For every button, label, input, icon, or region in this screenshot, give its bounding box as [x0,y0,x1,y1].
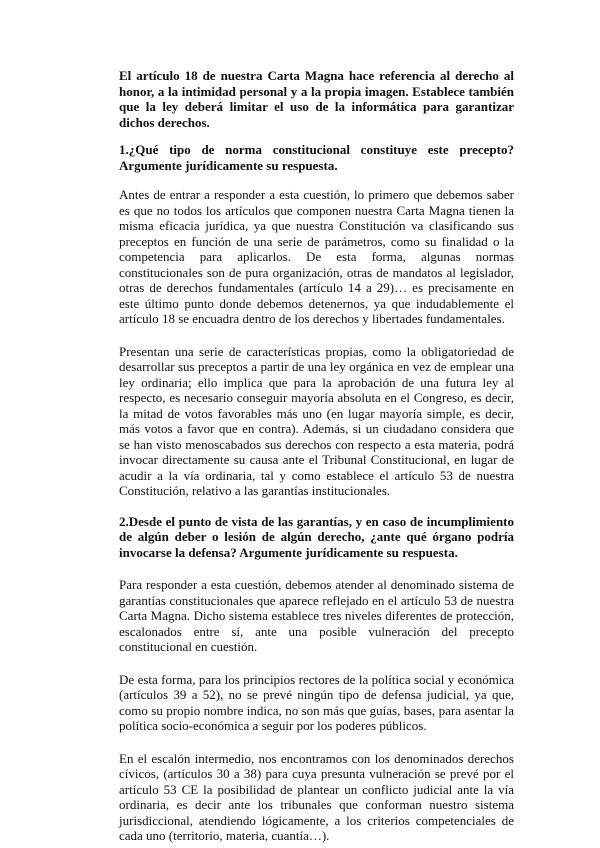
answer-2-paragraph-2: De esta forma, para los principios rectores de la política social y económica (artículos 39 a 52), no se prevé ningún tipo de defensa judicial, ya que, como su propio nombre indica, no son más que guías, bases, para asentar la política socio-económica a seguir por los poderes públicos. [119,671,514,733]
answer-1-paragraph-1: Antes de entrar a responder a esta cuestión, lo primero que debemos saber es que no todos los artículos que componen nuestra Carta Magna tienen la misma eficacia jurídica, ya que nuestra Constitución va clasificando sus preceptos en función de una serie de parámetros, como su finalidad o la competencia para aplicarlos. De esta forma, algunas normas constitucionales son de pura organización, otras de mandatos al legislador, otras de derechos fundamentales (artículo 14 a 29)… es precisamente en este último punto donde debemos detenernos, ya que indudablemente el artículo 18 se encuadra dentro de los derechos y libertades fundamentales. [119,187,514,326]
intro-statement: El artículo 18 de nuestra Carta Magna hace referencia al derecho al honor, a la intimidad personal y a la propia imagen. Establece también que la ley deberá limitar el uso de la informática para garantizar dichos derechos. [119,68,514,130]
question-2-heading: 2.Desde el punto de vista de las garantías, y en caso de incumplimiento de algún deber o lesión de algún derecho, ¿ante qué órgano podría invocarse la defensa? Argumente jurídicamente su respuesta. [119,513,514,560]
answer-1-paragraph-2: Presentan una serie de características propias, como la obligatoriedad de desarrollar sus preceptos a partir de una ley orgánica en vez de emplear una ley ordinaria; ello implica que para la aprobación de una futura ley al respecto, es necesario conseguir mayoría absoluta en el Congreso, es decir, la mitad de votos favorables más uno (en lugar mayoría simple, es decir, más votos a favor que en contra). Además, si un ciudadano considera que se han visto menoscabados sus derechos con respecto a esta materia, podrá invocar directamente su causa ante el Tribunal Constitucional, en lugar de acudir a la vía ordinaria, tal y como establece el artículo 53 de nuestra Constitución, relativo a las garantías institucionales. [119,343,514,498]
answer-2-paragraph-3: En el escalón intermedio, nos encontramos con los denominados derechos cívicos, (artículos 30 a 38) para cuya presunta vulneración se prevé por el artículo 53 CE la posibilidad de plantear un conflicto judicial ante la vía ordinaria, es decir ante los tribunales que conforman nuestro sistema jurisdiccional, atendiendo lógicamente, a los criterios competenciales de cada uno (territorio, materia, cuantía…). [119,750,514,843]
answer-2-paragraph-1: Para responder a esta cuestión, debemos atender al denominado sistema de garantías constitucionales que aparece reflejado en el artículo 53 de nuestra Carta Magna. Dicho sistema establece tres niveles diferentes de protección, escalonados entre sí, ante una posible vulneración del precepto constitucional en cuestión. [119,577,514,654]
question-1-heading: 1.¿Qué tipo de norma constitucional constituye este precepto? Argumente jurídicamente su respuesta. [119,142,514,173]
